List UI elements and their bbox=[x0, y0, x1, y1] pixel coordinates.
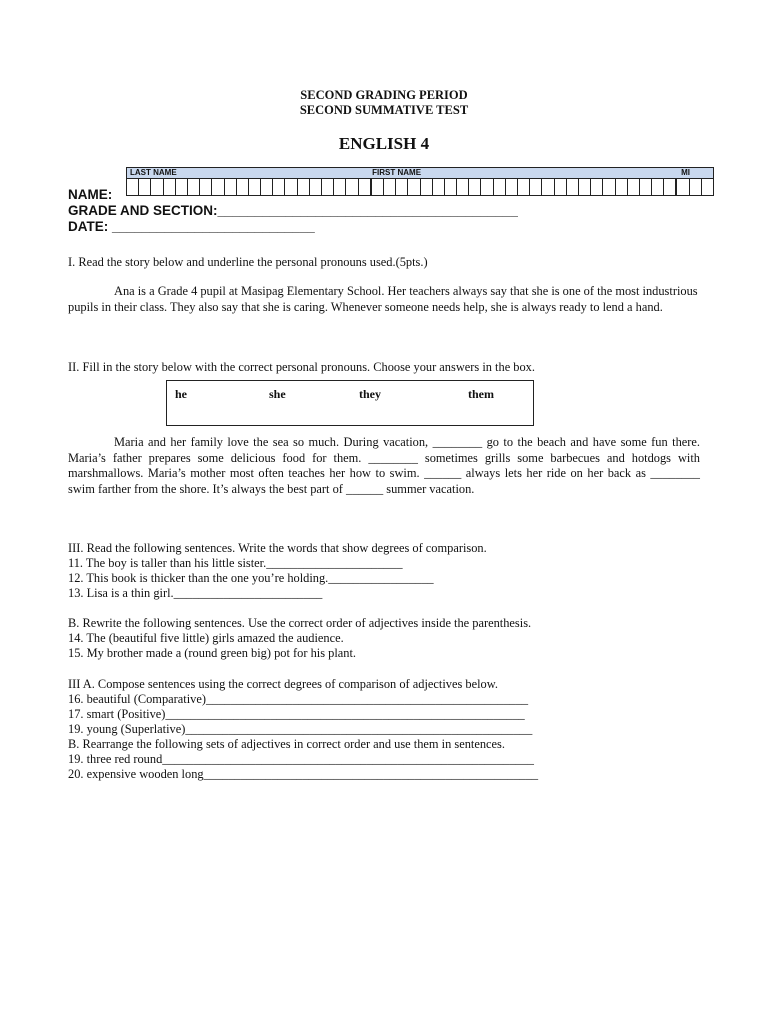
name-letter-cell[interactable] bbox=[176, 179, 188, 195]
name-letter-cell[interactable] bbox=[567, 179, 579, 195]
name-letter-cell[interactable] bbox=[469, 179, 481, 195]
question-16[interactable]: 16. beautiful (Comparative)____________________________________________________ bbox=[68, 692, 529, 706]
choice-he: he bbox=[175, 387, 187, 401]
name-letter-cell[interactable] bbox=[518, 179, 530, 195]
question-13[interactable]: 13. Lisa is a thin girl.________________________ bbox=[68, 586, 323, 600]
name-letter-cell[interactable] bbox=[421, 179, 433, 195]
name-letter-cell[interactable] bbox=[188, 179, 200, 195]
name-letter-cell[interactable] bbox=[494, 179, 506, 195]
name-letter-cell[interactable] bbox=[346, 179, 358, 195]
question-19[interactable]: 19. three red round____________________________________________________________ bbox=[68, 752, 534, 766]
name-letter-cell[interactable] bbox=[334, 179, 346, 195]
question-11[interactable]: 11. The boy is taller than his little sister.______________________ bbox=[68, 556, 403, 570]
date-field[interactable]: DATE: ___________________________ bbox=[68, 219, 315, 234]
name-letter-cell[interactable] bbox=[322, 179, 334, 195]
grade-section-field[interactable]: GRADE AND SECTION:________________________________________ bbox=[68, 203, 518, 218]
choice-they: they bbox=[359, 387, 381, 401]
name-letter-cell[interactable] bbox=[261, 179, 273, 195]
name-letter-cell[interactable] bbox=[372, 179, 384, 195]
name-letter-cell[interactable] bbox=[481, 179, 493, 195]
name-letter-cell[interactable] bbox=[530, 179, 542, 195]
header-line-1: SECOND GRADING PERIOD bbox=[300, 88, 468, 102]
header-line-2: SECOND SUMMATIVE TEST bbox=[299, 103, 469, 117]
name-letter-cell[interactable] bbox=[628, 179, 640, 195]
part3-instruction: III. Read the following sentences. Write the words that show degrees of comparison. bbox=[68, 541, 487, 555]
partB-instruction: B. Rewrite the following sentences. Use the correct order of adjectives inside the parenthesis. bbox=[68, 616, 532, 630]
name-letter-cell[interactable] bbox=[164, 179, 176, 195]
word-choice-box bbox=[166, 380, 534, 426]
name-letter-cell[interactable] bbox=[579, 179, 591, 195]
name-letter-cell[interactable] bbox=[433, 179, 445, 195]
part1-story: Ana is a Grade 4 pupil at Masipag Elementary School. Her teachers always say that she is one of the most industrious pupils in their class. They also say that she is caring. Whenever someone needs help, she is always ready to lend a hand. bbox=[68, 284, 698, 314]
name-letter-cell[interactable] bbox=[640, 179, 652, 195]
choice-them: them bbox=[468, 387, 494, 401]
name-box-labels bbox=[126, 167, 714, 178]
name-letter-cell[interactable] bbox=[151, 179, 163, 195]
name-letter-cell[interactable] bbox=[359, 179, 372, 195]
name-letter-cell[interactable] bbox=[457, 179, 469, 195]
part2-story: Maria and her family love the sea so much. During vacation, ________ go to the beach and have some fun there. Maria’s father prepares some delicious food for them. ________ sometimes grills some barbecues and hotdogs with marshmallows. Maria’s mother most often teaches her how to swim. ______ always lets her ride on her back as ________ swim farther from the shore. It’s always the best part of ______ summer vacation. bbox=[68, 435, 700, 496]
question-20[interactable]: 20. expensive wooden long______________________________________________________ bbox=[68, 767, 539, 781]
part3A-instruction: III A. Compose sentences using the correct degrees of comparison of adjectives below. bbox=[68, 677, 498, 691]
last-name-label: LAST NAME bbox=[130, 168, 177, 177]
name-letter-cell[interactable] bbox=[285, 179, 297, 195]
choice-she: she bbox=[269, 387, 286, 401]
name-letter-cell[interactable] bbox=[603, 179, 615, 195]
part2-instruction: II. Fill in the story below with the correct personal pronouns. Choose your answers in the box. bbox=[68, 360, 535, 374]
name-letter-cell[interactable] bbox=[310, 179, 322, 195]
name-letter-cell[interactable] bbox=[384, 179, 396, 195]
name-letter-cell[interactable] bbox=[249, 179, 261, 195]
question-12[interactable]: 12. This book is thicker than the one you’re holding._________________ bbox=[68, 571, 434, 585]
name-letter-cell[interactable] bbox=[212, 179, 224, 195]
name-field-label: NAME: bbox=[68, 187, 113, 202]
name-letter-cell[interactable] bbox=[396, 179, 408, 195]
name-letter-cell[interactable] bbox=[139, 179, 151, 195]
name-letter-cell[interactable] bbox=[225, 179, 237, 195]
part3A-b-instruction: B. Rearrange the following sets of adjectives in correct order and use them in sentences. bbox=[68, 737, 505, 751]
question-15: 15. My brother made a (round green big) pot for his plant. bbox=[68, 646, 357, 660]
name-letter-cell[interactable] bbox=[677, 179, 689, 195]
name-letter-cell[interactable] bbox=[664, 179, 677, 195]
name-letter-cell[interactable] bbox=[506, 179, 518, 195]
name-letter-cell[interactable] bbox=[298, 179, 310, 195]
name-box-cells[interactable] bbox=[126, 178, 714, 196]
name-letter-cell[interactable] bbox=[273, 179, 285, 195]
name-letter-cell[interactable] bbox=[591, 179, 603, 195]
name-letter-cell[interactable] bbox=[237, 179, 249, 195]
name-letter-cell[interactable] bbox=[555, 179, 567, 195]
name-letter-cell[interactable] bbox=[127, 179, 139, 195]
name-letter-cell[interactable] bbox=[616, 179, 628, 195]
mi-label: MI bbox=[681, 168, 690, 177]
page-title: ENGLISH 4 bbox=[338, 134, 430, 153]
question-14: 14. The (beautiful five little) girls amazed the audience. bbox=[68, 631, 344, 645]
part1-instruction: I. Read the story below and underline the personal pronouns used.(5pts.) bbox=[68, 255, 428, 269]
name-letter-cell[interactable] bbox=[445, 179, 457, 195]
name-letter-cell[interactable] bbox=[690, 179, 702, 195]
name-box bbox=[126, 167, 714, 196]
name-letter-cell[interactable] bbox=[200, 179, 212, 195]
name-letter-cell[interactable] bbox=[652, 179, 664, 195]
question-young[interactable]: 19. young (Superlative)________________________________________________________ bbox=[68, 722, 533, 736]
name-letter-cell[interactable] bbox=[542, 179, 554, 195]
name-letter-cell[interactable] bbox=[408, 179, 420, 195]
name-letter-cell[interactable] bbox=[702, 179, 713, 195]
question-17[interactable]: 17. smart (Positive)__________________________________________________________ bbox=[68, 707, 525, 721]
first-name-label: FIRST NAME bbox=[372, 168, 422, 177]
